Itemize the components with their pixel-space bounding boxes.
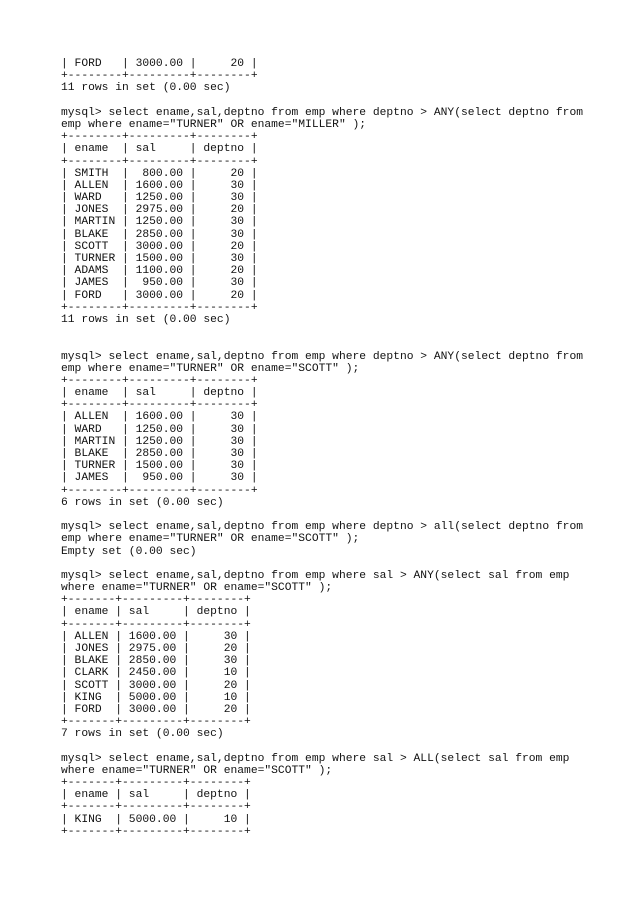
table-row: | ALLEN | 1600.00 | 30 | xyxy=(61,411,258,424)
transcript-line: emp where ename="TURNER" OR ename="SCOTT" ); xyxy=(61,362,360,375)
blank-line xyxy=(61,95,583,107)
table-row: | ALLEN | 1600.00 | 30 | xyxy=(61,179,258,192)
table-row: | SCOTT | 3000.00 | 20 | xyxy=(61,240,258,253)
sql-query-line: mysql> select ename,sal,deptno from emp where deptno > ANY(select deptno from xyxy=(61,106,584,119)
table-row: | SMITH | 800.00 | 20 | xyxy=(61,167,258,180)
table-row: | CLARK | 2450.00 | 10 | xyxy=(61,667,251,680)
table-row: | TURNER | 1500.00 | 30 | xyxy=(61,460,258,473)
table-border-line: +-------+---------+--------+ xyxy=(61,777,251,790)
result-status-line: 11 rows in set (0.00 sec) xyxy=(61,82,231,95)
table-border-line: +-------+---------+--------+ xyxy=(61,801,251,814)
table-row: | JAMES | 950.00 | 30 | xyxy=(61,277,258,290)
table-row: | ADAMS | 1100.00 | 20 | xyxy=(61,265,258,278)
table-row: | FORD | 3000.00 | 20 | xyxy=(61,58,258,70)
table-row: | BLAKE | 2850.00 | 30 | xyxy=(61,655,251,668)
table-row: | FORD | 3000.00 | 20 | xyxy=(61,703,251,716)
table-row: | JONES | 2975.00 | 20 | xyxy=(61,204,258,217)
blank-line xyxy=(61,338,583,350)
sql-query-line: mysql> select ename,sal,deptno from emp where sal > ANY(select sal from emp xyxy=(61,569,570,582)
transcript-line: where ename="TURNER" OR ename="SCOTT" ); xyxy=(61,764,333,777)
sql-query-line: mysql> select ename,sal,deptno from emp where deptno > ANY(select deptno from xyxy=(61,350,584,363)
blank-line xyxy=(61,509,583,521)
table-row: | MARTIN | 1250.00 | 30 | xyxy=(61,216,258,229)
table-row: | WARD | 1250.00 | 30 | xyxy=(61,423,258,436)
result-status-line: Empty set (0.00 sec) xyxy=(61,545,197,558)
table-row: | TURNER | 1500.00 | 30 | xyxy=(61,253,258,265)
result-status-line: 7 rows in set (0.00 sec) xyxy=(61,728,224,741)
table-border-line: +-------+---------+--------+ xyxy=(61,825,251,838)
table-header-row: | ename | sal | deptno | xyxy=(61,789,251,802)
table-row: | MARTIN | 1250.00 | 30 | xyxy=(61,435,258,448)
table-row: | BLAKE | 2850.00 | 30 | xyxy=(61,448,258,460)
table-row: | ALLEN | 1600.00 | 30 | xyxy=(61,630,251,643)
result-status-line: 11 rows in set (0.00 sec) xyxy=(61,313,231,326)
table-header-row: | ename | sal | deptno | xyxy=(61,143,258,156)
table-row: | JAMES | 950.00 | 30 | xyxy=(61,472,258,485)
table-header-row: | ename | sal | deptno | xyxy=(61,606,251,619)
table-border-line: +--------+---------+--------+ xyxy=(61,374,258,387)
table-row: | KING | 5000.00 | 10 | xyxy=(61,813,251,826)
blank-line xyxy=(61,558,583,570)
table-header-row: | ename | sal | deptno | xyxy=(61,387,258,400)
table-row: | KING | 5000.00 | 10 | xyxy=(61,691,251,704)
result-status-line: 6 rows in set (0.00 sec) xyxy=(61,496,224,509)
table-border-line: +-------+---------+--------+ xyxy=(61,618,251,631)
table-border-line: +-------+---------+--------+ xyxy=(61,716,251,729)
transcript-line: emp where ename="TURNER" OR ename="MILLER" ); xyxy=(61,118,367,131)
table-border-line: +--------+---------+--------+ xyxy=(61,301,258,314)
blank-line xyxy=(61,326,583,338)
table-border-line: +--------+---------+--------+ xyxy=(61,484,258,497)
blank-line xyxy=(61,741,583,753)
table-border-line: +--------+---------+--------+ xyxy=(61,131,258,144)
table-row: | FORD | 3000.00 | 20 | xyxy=(61,289,258,302)
table-border-line: +--------+---------+--------+ xyxy=(61,70,258,83)
table-row: | JONES | 2975.00 | 20 | xyxy=(61,643,251,655)
table-border-line: +-------+---------+--------+ xyxy=(61,594,251,607)
transcript-line: emp where ename="TURNER" OR ename="SCOTT" ); xyxy=(61,533,360,546)
table-row: | WARD | 1250.00 | 30 | xyxy=(61,192,258,205)
table-row: | SCOTT | 3000.00 | 20 | xyxy=(61,679,251,692)
mysql-console-transcript xyxy=(61,58,583,838)
sql-query-line: mysql> select ename,sal,deptno from emp where sal > ALL(select sal from emp xyxy=(61,752,570,765)
table-border-line: +--------+---------+--------+ xyxy=(61,155,258,168)
sql-query-line: mysql> select ename,sal,deptno from emp where deptno > all(select deptno from xyxy=(61,521,584,534)
transcript-line: where ename="TURNER" OR ename="SCOTT" ); xyxy=(61,582,333,595)
table-row: | BLAKE | 2850.00 | 30 | xyxy=(61,228,258,241)
table-border-line: +--------+---------+--------+ xyxy=(61,399,258,412)
